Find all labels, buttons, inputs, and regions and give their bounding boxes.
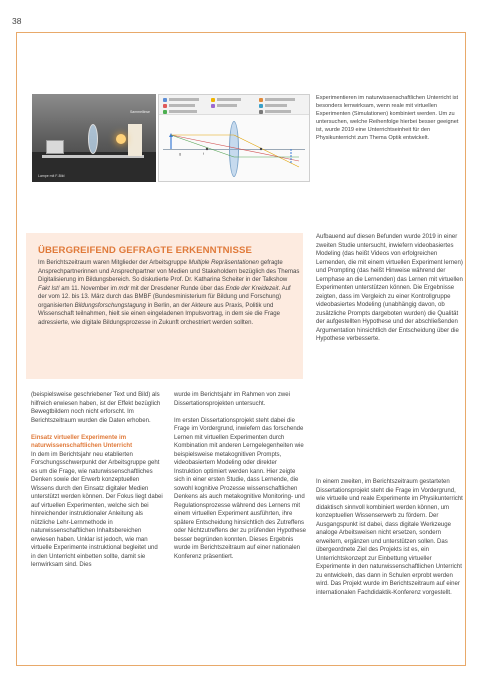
paragraph: In einem zweiten, im Berichtszeitraum gestarteten Dissertationsprojekt steht die Frage im Vordergrund, wie virtuelle und reale Experimente im Physikunterricht didaktisch sinnvoll kombiniert werden können, um konzeptuellen Wissenserwerb zu fördern. Der Ausgangspunkt ist dabei, dass digitale Werkzeuge analoge Arbeitsweisen nicht ersetzen, sondern erweitern, ergänzen und unterstützen sollen. Das übergeordnete Ziel des Projekts ist es, ein Unterrichtskonzept zur Einbettung virtueller Experimente in den naturwissenschaftlichen Unterricht zu entwickeln, das dann in Schulen erprobt werden wird. Das Projekt wurde im Berichtszeitraum auf einer internationalen Fachdidaktik-Konferenz vorgestellt. [316,479,463,596]
sim-object-label: g [179,152,181,156]
highlight-title: ÜBERGREIFEND GEFRAGTE ERKENNTNISSE [38,245,252,256]
sim-focus-label: f [203,152,204,156]
right-column-top [316,233,464,344]
left-column [31,391,163,570]
middle-column [174,391,306,561]
page-number: 38 [12,16,22,26]
experiment-photo [32,94,156,182]
paragraph: In dem im Berichtsjahr neu etablierten Forschungsschwerpunkt der Arbeitsgruppe geht es um die Frage, wie naturwissenschaftliches Denken sowie der Erwerb konzeptuellen Wissens durch den Einsatz digitaler Medien unterstützt werden können. Der Fokus liegt dabei auf virtuellen Experimenten, welche sich bei hinreichender instruktionaler Anleitung als nützliche Lehr-Lernmethode in naturwissenschaftlichen Inhaltsbereichen erwiesen haben. Unklar ist jedoch, wie man virtuelle Experimente instruktional begleitet und in den Unterricht einbetten sollte, damit sie lernwirksam sind. Dies [31,451,163,568]
photo-tag-lens: Sammellinse [129,110,150,114]
paragraph: wurde im Berichtsjahr im Rahmen von zwei Dissertationsprojekten untersucht. [174,392,290,407]
right-column-bottom [316,478,464,597]
paragraph: Im ersten Dissertationsprojekt steht dabei die Frage im Vordergrund, inwiefern das forschende Lernen mit virtuellen Experimenten durch Kombination mit anderen Lerngelegenheiten wie beispielsweise metakognitiven Prompts, videobasiertem Modeling oder direkter Instruktion optimiert werden kann. Hier zeigte sich in einer ersten Studie, dass Lernende, die sowohl kognitive Prozesse wissenschaftlichen Denkens als auch metakognitive Monitoring- und Regulationsprozesse während des Lernens mit einem virtuellen Experiment ausführten, ihre spätere Entscheidung hinsichtlich des Zutreffens oder Nichtzutreffens der zu prüfenden Hypothese besser begründen konnten. Dieses Ergebnis wurde im Berichtszeitraum auf einer nationalen Konferenz präsentiert. [174,417,306,560]
paragraph: Aufbauend auf diesen Befunden wurde 2019 in einer zweiten Studie untersucht, inwiefern videobasiertes Modeling (das heißt Videos von erfolgreichen Lernenden, die mit einem virtuellen Experiment lernen) und Prompting (das heißt Hinweise während der Lernphase an die Lernenden) das Lernen mit virtuellen Experimenten unterstützen können. Die Ergebnisse zeigten, dass im Vergleich zu einer Kontrollgruppe videobasiertes Modeling (unabhängig davon, ob zusätzliche Prompts dargeboten wurden) die Qualität der aufgestellten Hypothese und der abschließenden Argumentation hinsichtlich der Entscheidung über die Hypothese verbesserte. [316,234,463,342]
section-subheading: Einsatz virtueller Experimente im naturwissenschaftlichen Unterricht [31,434,133,449]
paragraph: (beispielsweise geschriebener Text und Bild) als hilfreich erwiesen haben, ist der Effekt bezüglich Bewegtbildern noch nicht erforscht. Im Berichtszeitraum wurden die Daten erhoben. [31,392,161,424]
highlight-text: Im Berichtszeitraum waren Mitglieder der Arbeitsgruppe Multiple Repräsentationen gefragte Ansprechpartnerinnen und Ansprechpartner von Medien und Stakeholdern bezüglich des Themas Digitalisierung im Bildungsbereich. So diskutierte Prof. Dr. Katharina Scheiter in der Talkshow Fakt Ist! am 11. November im mdr mit der Dresdener Runde über das Ende der Kreidezeit. Auf der vom 12. bis 13. März durch das BMBF (Bundesministerium für Bildung und Forschung) organisierten Bildungsforschungstagung in Berlin, an der Akteure aus Praxis, Politik und Wissenschaft teilnahmen, hielt sie einen eingeladenen Impulsvortrag, in dem sie die Frage adressierte, wie digitale Bildungsprozesse in Zukunft orchestriert werden sollten. [38,260,300,326]
simulation-screenshot [158,94,310,182]
photo-tag-lamp: Lampe mit F-Bild [38,174,65,178]
figure-caption: Experimentieren im naturwissenschaftlichen Unterricht ist besonders lernwirksam, wenn reale mit virtuellen Experimenten (Simulationen) kombiniert werden. Um zu untersuchen, welche Reihenfolge hierbei besser geeignet ist, wurde 2019 eine Unterrichtseinheit für den Physikunterricht zum Thema Optik entwickelt. [316,95,459,142]
